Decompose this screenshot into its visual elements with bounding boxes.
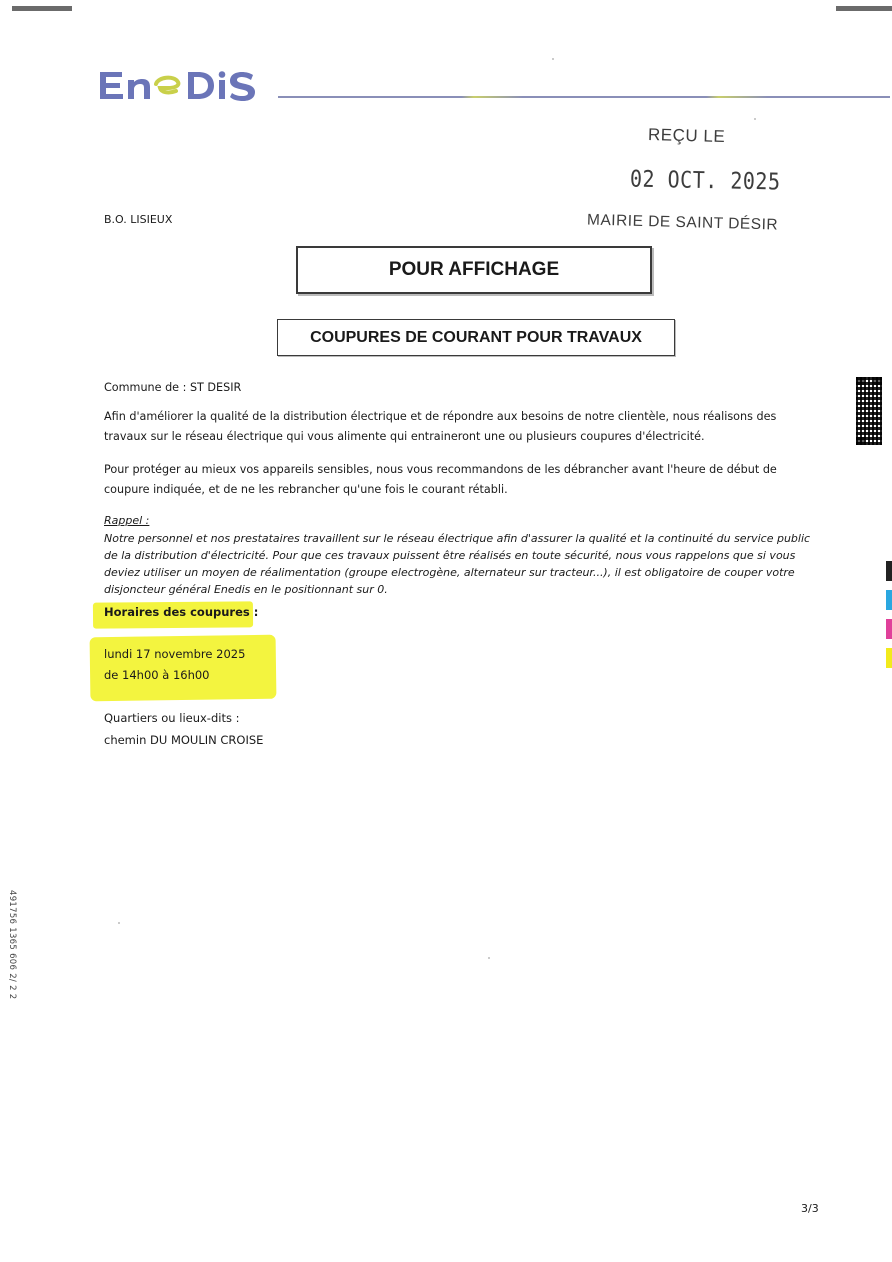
logo-rule [278,96,890,98]
print-mark-yellow [886,648,892,668]
schedule-date: lundi 17 novembre 2025 [104,647,246,661]
scan-edge-mark [12,6,72,11]
stamp-date: 02 OCT. 2025 [629,164,781,196]
advice-paragraph: Pour protéger au mieux vos appareils sensibles, nous vous recommandons de les débrancher avant l'heure de début de coupure indiquée, et de ne les rebrancher qu'une fois le courant rétabli. [104,463,777,496]
schedule-title: Horaires des coupures : [104,605,259,619]
scan-speck [754,118,756,120]
location-value: chemin DU MOULIN CROISE [104,733,264,747]
location-label: Quartiers ou lieux-dits : [104,711,240,725]
page-number: 3/3 [801,1202,819,1215]
scan-speck [552,58,554,60]
display-notice-box [296,246,652,294]
display-notice-title: POUR AFFICHAGE [388,259,560,280]
subject-box [277,319,675,356]
print-mark-magenta [886,619,892,639]
print-mark-cyan [886,590,892,610]
reminder-paragraph: Notre personnel et nos prestataires travaillent sur le réseau électrique afin d'assurer la qualité et la continuité du service public de la distribution d'électricité. Pour que ces travaux puissent être réalisés en toute sécurité, nous vous rappelons que si vous deviez utiliser un moyen de réalimentation (groupe electrogène, alternateur sur tracteur...), il est obligatoire de couper votre disjoncteur général Enedis en le positionnant sur 0. [104,532,811,596]
subject-title: COUPURES DE COURANT POUR TRAVAUX [310,328,642,346]
stamp-received-label: REÇU LE [647,124,726,147]
enedis-logo [98,66,268,102]
commune-line: Commune de : ST DESIR [104,381,242,394]
scan-speck [118,922,120,924]
stamp-office: MAIRIE DE SAINT DÉSIR [586,211,779,234]
reminder-label: Rappel : [104,514,150,527]
intro-paragraph: Afin d'améliorer la qualité de la distribution électrique et de répondre aux besoins de notre clientèle, nous réalisons des travaux sur le réseau électrique qui vous alimente qui entraineront une ou plusieurs coupures d'électricité. [104,410,777,443]
schedule-time: de 14h00 à 16h00 [104,668,210,682]
print-mark-black [886,561,892,581]
sender-office: B.O. LISIEUX [104,213,173,226]
side-reference: 491756 1365 606 2/ 2 2 [7,890,17,1000]
scan-speck [488,957,490,959]
qr-code-icon [856,377,882,445]
scan-edge-mark [836,6,892,11]
